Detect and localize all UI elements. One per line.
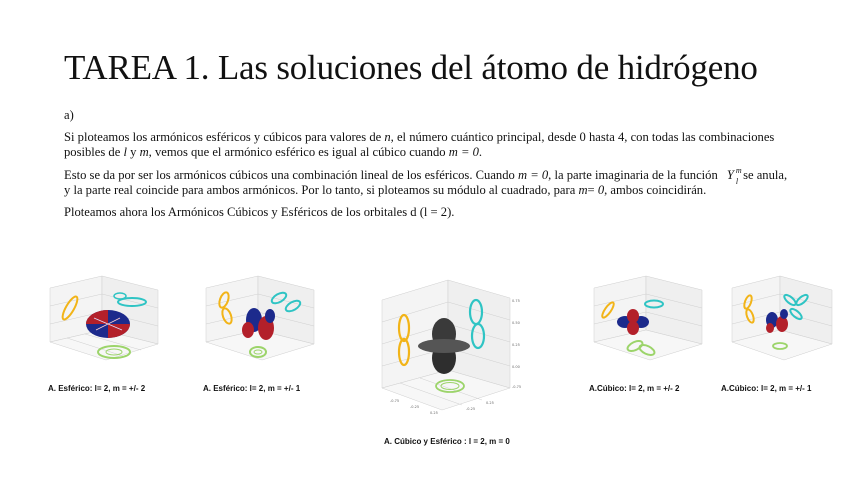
- caption-cubic-m1: A.Cúbico: l= 2, m = +/- 1: [721, 384, 812, 393]
- caption-spherical-m2: A. Esférico: l= 2, m = +/- 2: [48, 384, 146, 393]
- p1-text-4: vemos que el armónico esférico es igual al cúbico cuando: [151, 145, 449, 160]
- figure-spherical-m1-plot: [196, 268, 326, 378]
- svg-text:0.25: 0.25: [486, 401, 494, 405]
- paragraph-3: Ploteamos ahora los Armónicos Cúbicos y Esféricos de los orbitales d (l = 2).: [64, 205, 455, 220]
- p2-text-5: , ambos coincidirán.: [604, 182, 707, 197]
- svg-text:0.25: 0.25: [512, 343, 520, 347]
- figure-spherical-m1: [196, 268, 326, 378]
- svg-text:-0.25: -0.25: [410, 405, 420, 409]
- p1-text-1: Si ploteamos los armónicos esféricos y cúbicos para valores de: [64, 130, 385, 145]
- section-label: a): [64, 108, 74, 122]
- svg-text:-0.25: -0.25: [466, 407, 476, 411]
- p1-var-l: l: [123, 145, 127, 160]
- figure-cubic-m1: [722, 268, 844, 378]
- figure-cubic-spherical-m0: [370, 270, 526, 428]
- slide-title: TAREA 1. Las soluciones del átomo de hidrógeno: [64, 48, 758, 87]
- p2-text-2: , la parte imaginaria de la función: [548, 167, 721, 182]
- figure-cubic-m2: [584, 268, 714, 378]
- caption-spherical-m1: A. Esférico: l= 2, m = +/- 1: [203, 384, 301, 393]
- svg-text:-0.75: -0.75: [390, 399, 400, 403]
- paragraph-2: [64, 165, 794, 198]
- ylm-subscript: l: [735, 176, 739, 186]
- svg-text:0.75: 0.75: [512, 299, 520, 303]
- p2-condition: m = 0: [517, 167, 549, 182]
- figure-spherical-m2: [40, 268, 170, 378]
- paragraph-1: [64, 130, 794, 160]
- p1-text-5: .: [478, 145, 483, 160]
- caption-cubic-spherical-m0: A. Cúbico y Esférico : l = 2, m = 0: [384, 437, 510, 446]
- caption-cubic-m2: A.Cúbico: l= 2, m = +/- 2: [589, 384, 680, 393]
- figure-spherical-m2-plot: [40, 268, 170, 378]
- p1-text-3: y: [126, 145, 140, 160]
- svg-text:0.50: 0.50: [512, 321, 520, 325]
- svg-text:0.25: 0.25: [430, 411, 438, 415]
- p2-text-3: se anula, y la parte real coincide para ambos armónicos. Por lo tanto, si ploteamos su módulo al cuadrado, para: [64, 167, 788, 197]
- ylm-superscript: m: [735, 165, 742, 175]
- p2-zero: 0: [597, 182, 605, 197]
- p1-condition: m = 0: [448, 145, 479, 160]
- p1-var-n: n,: [384, 130, 394, 145]
- ylm-symbol: [726, 165, 742, 186]
- figure-cubic-m2-plot: [584, 268, 714, 378]
- ylm-base: Y: [726, 167, 734, 182]
- svg-text:0.00: 0.00: [512, 365, 520, 369]
- p1-var-m: m,: [139, 145, 152, 160]
- figure-cubic-spherical-m0-plot: [370, 270, 526, 428]
- svg-text:-0.75: -0.75: [512, 385, 522, 389]
- p2-var-m: m: [578, 182, 588, 197]
- slide-body: [64, 108, 794, 227]
- figure-cubic-m1-plot: [722, 268, 844, 378]
- p2-text-1: Esto se da por ser los armónicos cúbicos una combinación lineal de los esféricos. Cuando: [64, 167, 518, 182]
- p2-text-4: =: [587, 182, 598, 197]
- p1-text-2: el número cuántico principal, desde 0 hasta 4, con todas las combinaciones posibles de: [64, 130, 775, 160]
